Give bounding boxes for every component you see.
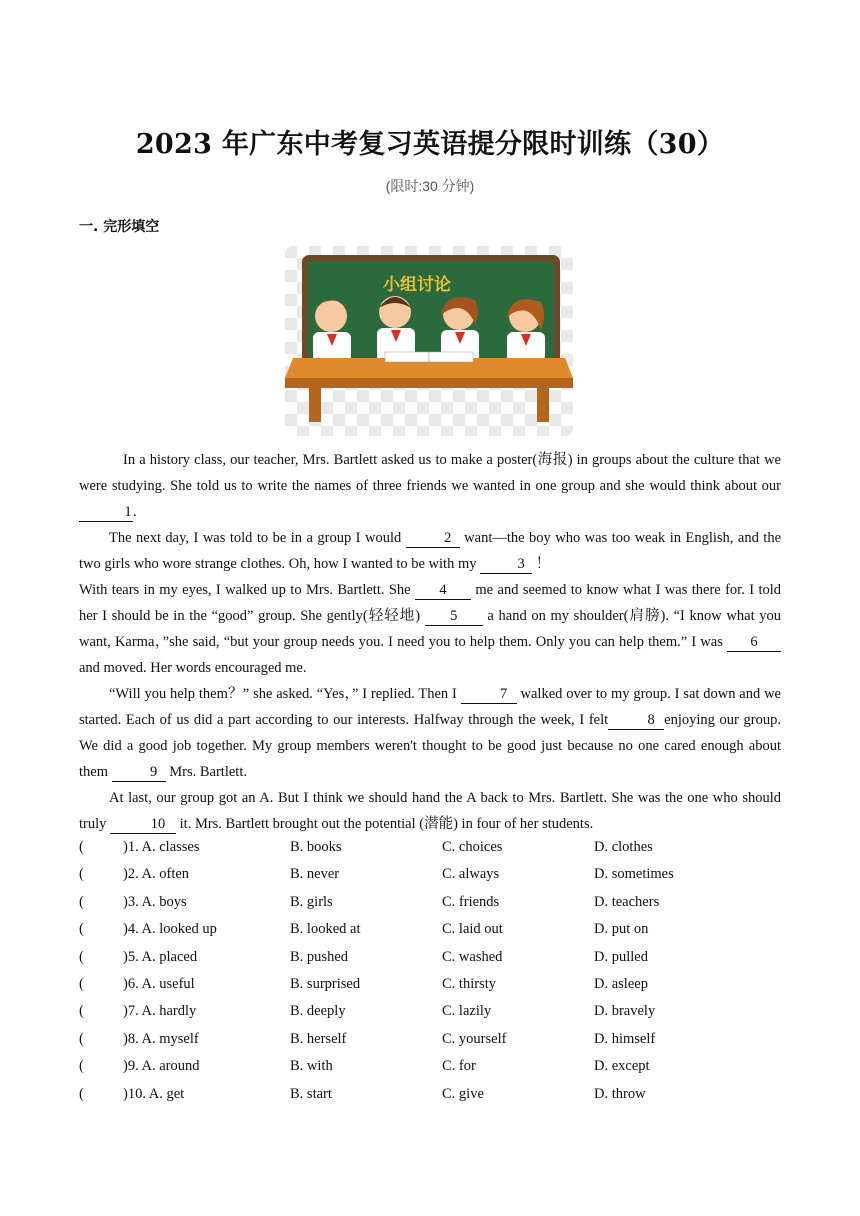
blank-9: 9 <box>112 763 166 782</box>
section-heading: 一. 完形填空 <box>79 219 160 235</box>
question-list <box>79 839 781 1113</box>
option-a: )7. A. hardly <box>123 1003 197 1020</box>
option-b: B. with <box>290 1058 333 1075</box>
question-row <box>79 1003 781 1030</box>
blank-8: 8 <box>608 711 664 730</box>
answer-paren: ( <box>79 948 84 965</box>
time-limit: (限时:30 分钟) <box>385 178 475 194</box>
option-c: C. laid out <box>442 921 503 938</box>
blank-2: 2 <box>406 529 460 548</box>
option-d: D. clothes <box>594 839 653 855</box>
question-row <box>79 866 781 893</box>
option-c: C. choices <box>442 839 503 855</box>
option-a: )8. A. myself <box>123 1030 199 1047</box>
option-b: B. start <box>290 1085 332 1102</box>
question-row <box>79 921 781 948</box>
answer-paren: ( <box>79 1085 84 1102</box>
option-d: D. put on <box>594 921 649 938</box>
answer-paren: ( <box>79 975 84 992</box>
question-row <box>79 976 781 1003</box>
answer-paren: ( <box>79 866 84 883</box>
answer-paren: ( <box>79 893 84 910</box>
option-b: B. girls <box>290 893 333 910</box>
question-row <box>79 894 781 921</box>
question-row <box>79 949 781 976</box>
passage-paragraph-2: The next day, I was told to be in a group I would 2 want—the boy who was too weak in English, and the two girls who wore strange clothes. Oh, how I wanted to be with my 3 ！ <box>79 530 782 572</box>
option-a: )4. A. looked up <box>123 921 217 938</box>
option-d: D. pulled <box>594 948 648 965</box>
option-b: B. deeply <box>290 1003 346 1020</box>
option-c: C. washed <box>442 948 503 965</box>
blank-6: 6 <box>727 633 781 652</box>
option-a: )10. A. get <box>123 1085 185 1102</box>
answer-paren: ( <box>79 1003 84 1020</box>
answer-paren: ( <box>79 839 84 855</box>
option-d: D. himself <box>594 1030 656 1047</box>
option-b: B. never <box>290 866 340 883</box>
option-d: D. teachers <box>594 893 660 910</box>
blank-7: 7 <box>461 685 517 704</box>
question-row <box>79 1058 781 1085</box>
blank-10: 10 <box>110 815 176 834</box>
question-row <box>79 1086 781 1113</box>
page-title: 2023 年广东中考复习英语提分限时训练（30） <box>135 129 725 160</box>
option-c: C. lazily <box>442 1003 492 1020</box>
option-a: )3. A. boys <box>123 893 187 910</box>
option-a: )9. A. around <box>123 1058 200 1075</box>
option-a: )1. A. classes <box>123 839 200 855</box>
question-row <box>79 1031 781 1058</box>
option-c: C. friends <box>442 893 500 910</box>
option-d: D. throw <box>594 1085 646 1102</box>
passage-paragraph-4: “Will you help them？” she asked. “Yes，” I replied. Then I 7 walked over to my group. I sat down and we started. Each of us did a part according to our interests. Halfway through the week, I felt 8 enjoying our group. We did a good job together. My group members weren't thought to be good just because no one cared enough about them 9 Mrs. Bartlett. <box>79 686 782 780</box>
option-c: C. thirsty <box>442 975 496 992</box>
passage-paragraph-3: With tears in my eyes, I walked up to Mrs. Bartlett. She 4 me and seemed to know what I was there for. I told her I should be in the “good” group. She gently(轻轻地) 5 a hand on my shoulder(肩膀). “I know what you want, Karma，”she said, “but your group needs you. I need you to help them. Only you can help them.” I was 6 and moved. Her words encouraged me. <box>79 582 782 676</box>
group-discussion-illustration <box>285 246 573 436</box>
blank-4: 4 <box>415 581 471 600</box>
option-b: B. pushed <box>290 948 348 965</box>
option-b: B. herself <box>290 1030 347 1047</box>
passage-paragraph-1: In a history class, our teacher, Mrs. Bartlett asked us to make a poster(海报) in groups about the culture that we were studying. She told us to write the names of three friends we wanted in one group and she would think about our 1. <box>79 452 781 520</box>
option-c: C. give <box>442 1085 484 1102</box>
option-a: )5. A. placed <box>123 948 198 965</box>
passage-paragraph-5: At last, our group got an A. But I think we should hand the A back to Mrs. Bartlett. She was the one who should truly 10 it. Mrs. Bartlett brought out the potential (潜能) in four of her students. <box>79 790 781 832</box>
option-d: D. except <box>594 1058 650 1075</box>
answer-paren: ( <box>79 1030 84 1047</box>
question-row <box>79 839 781 866</box>
answer-paren: ( <box>79 921 84 938</box>
option-d: D. bravely <box>594 1003 656 1020</box>
option-c: C. for <box>442 1058 476 1075</box>
option-b: B. surprised <box>290 975 361 992</box>
option-d: D. asleep <box>594 975 648 992</box>
blank-5: 5 <box>425 607 483 626</box>
option-b: B. books <box>290 839 342 855</box>
option-a: )6. A. useful <box>123 975 195 992</box>
blank-1: 1 <box>79 503 133 522</box>
illustration-caption: 小组讨论 <box>383 275 451 295</box>
option-d: D. sometimes <box>594 866 674 883</box>
option-c: C. always <box>442 866 500 883</box>
option-c: C. yourself <box>442 1030 507 1047</box>
blank-3: 3 <box>480 555 532 574</box>
answer-paren: ( <box>79 1058 84 1075</box>
option-a: )2. A. often <box>123 866 190 883</box>
option-b: B. looked at <box>290 921 361 938</box>
